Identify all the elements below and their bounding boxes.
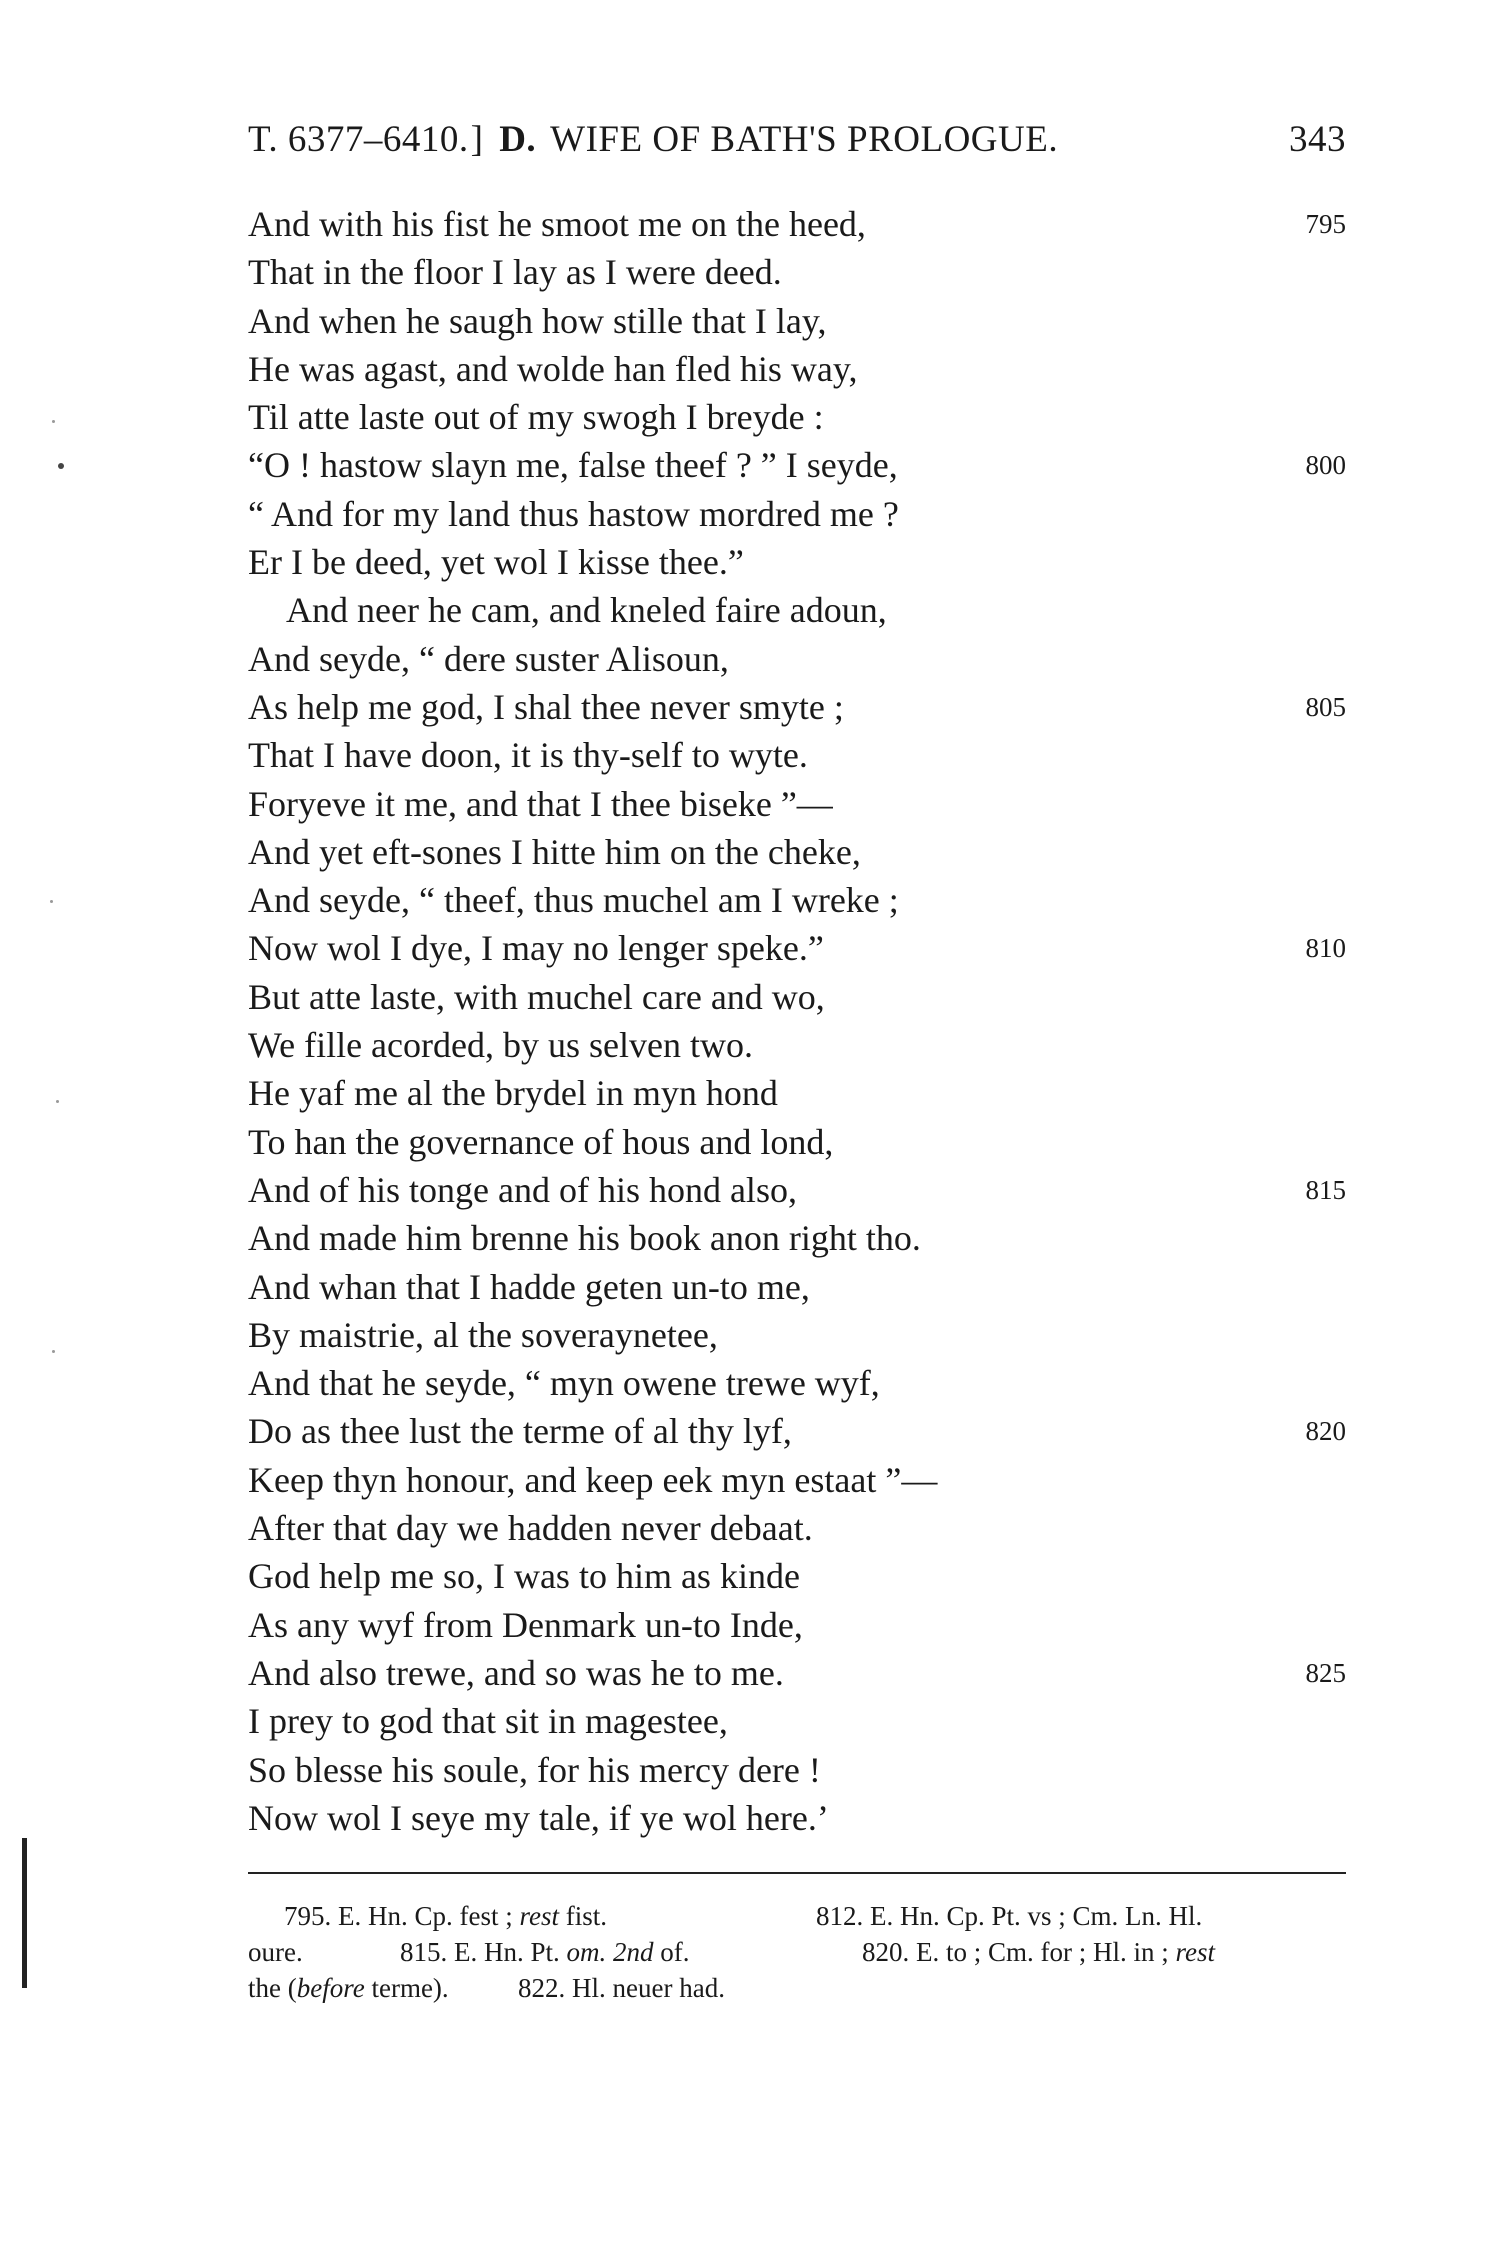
verse-text: We fille acorded, by us selven two.: [248, 1025, 753, 1066]
footnotes: [248, 1898, 1346, 2006]
verse-line: [248, 635, 1346, 683]
binding-mark: [22, 1838, 27, 1988]
verse-line: [248, 200, 1346, 248]
verse-line: [248, 924, 1346, 972]
line-range: T. 6377–6410.: [248, 119, 469, 160]
line-number: 820: [1305, 1416, 1346, 1447]
footnote: 820. E. to ; Cm. for ; Hl. in ; rest: [862, 1937, 1215, 1967]
margin-speck: [56, 1100, 59, 1103]
verse-line: [248, 1166, 1346, 1214]
verse-line: [248, 441, 1346, 489]
verse-text: God help me so, I was to him as kinde: [248, 1556, 800, 1597]
verse-text: And with his fist he smoot me on the heed,: [248, 204, 866, 244]
verse-text: Do as thee lust the terme of al thy lyf,: [248, 1411, 792, 1452]
line-number: 810: [1305, 933, 1346, 964]
line-number: 800: [1305, 450, 1346, 481]
verse-line: [248, 538, 1346, 586]
verse-line: [248, 1552, 1346, 1600]
verse-text: Keep thyn honour, and keep eek myn estaat ”—: [248, 1459, 938, 1500]
verse-line: [248, 683, 1346, 731]
verse-line: [248, 1456, 1346, 1504]
verse-text: “O ! hastow slayn me, false theef ? ” I seyde,: [248, 445, 898, 486]
verse-line: [248, 248, 1346, 296]
verse-line: [248, 393, 1346, 441]
verse-text: And neer he cam, and kneled faire adoun,: [286, 590, 887, 631]
footnote: oure.: [248, 1937, 303, 1967]
verse-text: And whan that I hadde geten un-to me,: [248, 1266, 810, 1307]
verse-line: [248, 1214, 1346, 1262]
verse-text: Now wol I seye my tale, if ye wol here.’: [248, 1797, 829, 1838]
verse-text: And seyde, “ dere suster Alisoun,: [248, 638, 729, 679]
verse-text: He was agast, and wolde han fled his way,: [248, 348, 858, 389]
verse-line: [248, 731, 1346, 779]
verse-line: [248, 345, 1346, 393]
poem-text: [248, 200, 1346, 1842]
running-head: [248, 118, 1058, 161]
verse-line: [248, 1021, 1346, 1069]
verse-line: [248, 1601, 1346, 1649]
verse-text: That I have doon, it is thy-self to wyte.: [248, 735, 808, 776]
verse-text: “ And for my land thus hastow mordred me ?: [248, 493, 899, 534]
verse-line: [248, 1069, 1346, 1117]
verse-text: He yaf me al the brydel in myn hond: [248, 1073, 778, 1114]
verse-text: So blesse his soule, for his mercy dere !: [248, 1749, 821, 1790]
margin-speck: [58, 463, 64, 469]
verse-text: And made him brenne his book anon right tho.: [248, 1218, 921, 1259]
verse-line: [248, 1746, 1346, 1794]
verse-line: [248, 1697, 1346, 1745]
verse-line: [248, 973, 1346, 1021]
footnote: 795. E. Hn. Cp. fest ; rest fist.: [284, 1901, 608, 1931]
verse-text: And seyde, “ theef, thus muchel am I wreke ;: [248, 880, 899, 921]
verse-text: Foryeve it me, and that I thee biseke ”—: [248, 783, 833, 824]
running-header: [248, 118, 1346, 166]
verse-line: [248, 1407, 1346, 1455]
footnote: 812. E. Hn. Cp. Pt. vs ; Cm. Ln. Hl.: [816, 1901, 1203, 1931]
verse-text: Now wol I dye, I may no lenger speke.”: [248, 928, 824, 969]
verse-line: [248, 1504, 1346, 1552]
verse-text: And yet eft-sones I hitte him on the cheke,: [248, 831, 861, 872]
line-number: 825: [1305, 1657, 1346, 1688]
footnote: the (before terme).: [248, 1973, 449, 2003]
footnote-line: [248, 1898, 1346, 1934]
line-number: 795: [1305, 209, 1346, 239]
verse-text: Er I be deed, yet wol I kisse thee.”: [248, 542, 744, 583]
verse-line: [248, 1649, 1346, 1697]
verse-text: And of his tonge and of his hond also,: [248, 1169, 797, 1210]
verse-text: I prey to god that sit in magestee,: [248, 1701, 728, 1742]
verse-line: [248, 876, 1346, 924]
verse-text: And that he seyde, “ myn owene trewe wyf,: [248, 1363, 880, 1404]
section-letter: D.: [499, 119, 537, 160]
footnote: 815. E. Hn. Pt. om. 2nd of.: [400, 1937, 690, 1967]
verse-line: [248, 780, 1346, 828]
page-number: 343: [1289, 119, 1346, 160]
margin-speck: [52, 1350, 55, 1353]
verse-text: Til atte laste out of my swogh I breyde :: [248, 397, 824, 438]
footnote: 822. Hl. neuer had.: [518, 1973, 725, 2003]
verse-line: [248, 490, 1346, 538]
page-title: WIFE OF BATH'S PROLOGUE.: [550, 119, 1059, 160]
verse-line: [248, 1263, 1346, 1311]
verse-line: [248, 297, 1346, 345]
margin-speck: [52, 420, 55, 423]
verse-line: [248, 828, 1346, 876]
line-number: 805: [1305, 691, 1346, 722]
verse-text: And when he saugh how stille that I lay,: [248, 300, 827, 341]
footnote-rule: [248, 1872, 1346, 1874]
verse-text: After that day we hadden never debaat.: [248, 1508, 813, 1549]
verse-line: [248, 1118, 1346, 1166]
verse-line: [248, 1794, 1346, 1842]
verse-line: [248, 586, 1346, 634]
verse-text: That in the floor I lay as I were deed.: [248, 252, 782, 293]
verse-text: By maistrie, al the soveraynetee,: [248, 1314, 718, 1355]
verse-text: As any wyf from Denmark un-to Inde,: [248, 1604, 803, 1645]
verse-text: And also trewe, and so was he to me.: [248, 1652, 784, 1693]
line-number: 815: [1305, 1174, 1346, 1205]
header-bracket: ]: [470, 119, 484, 160]
verse-text: To han the governance of hous and lond,: [248, 1121, 834, 1162]
verse-line: [248, 1311, 1346, 1359]
margin-speck: [50, 900, 53, 903]
verse-text: As help me god, I shal thee never smyte ;: [248, 686, 844, 727]
verse-line: [248, 1359, 1346, 1407]
verse-text: But atte laste, with muchel care and wo,: [248, 976, 825, 1017]
footnote-line: [248, 1934, 1346, 1970]
footnote-line: [248, 1970, 1346, 2006]
